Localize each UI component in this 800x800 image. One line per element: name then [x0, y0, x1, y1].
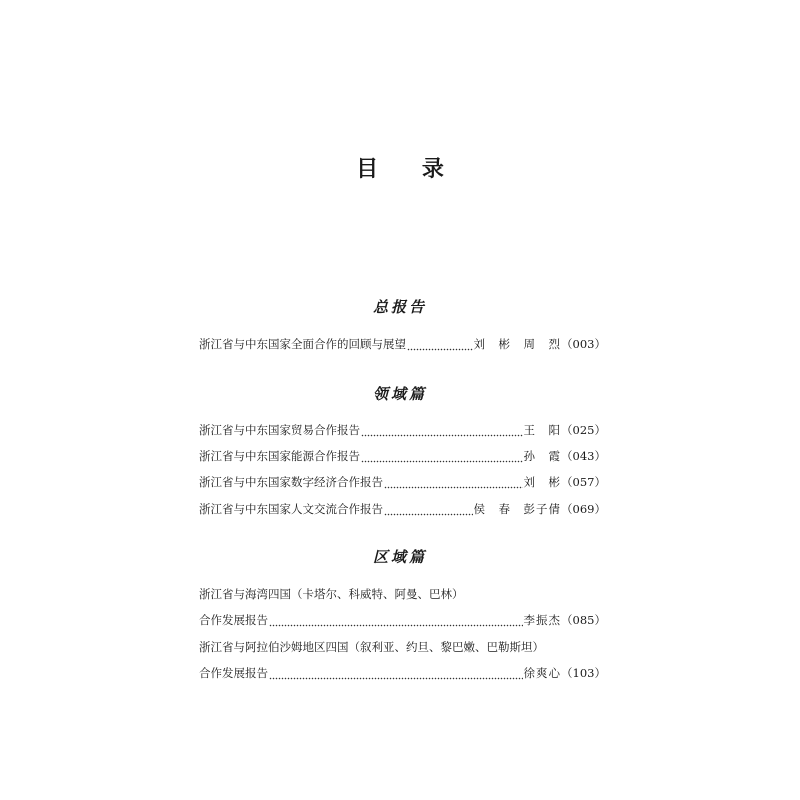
- toc-entry-title-line1: 浙江省与阿拉伯沙姆地区四国（叙利亚、约旦、黎巴嫩、巴勒斯坦）: [199, 640, 544, 654]
- toc-entry-page: （057）: [561, 475, 606, 489]
- toc-entry-author: 侯 春 彭子倩: [473, 502, 562, 516]
- toc-entry-title: 浙江省与中东国家贸易合作报告: [199, 423, 360, 437]
- toc-entry-title: 浙江省与中东国家能源合作报告: [199, 449, 360, 463]
- dot-leader: [384, 478, 523, 490]
- toc-entry-author: 李振杰: [523, 613, 562, 627]
- section-heading-general-report: 总报告: [372, 298, 427, 316]
- toc-entry[interactable]: [199, 664, 606, 682]
- toc-entry-title: 合作发展报告: [199, 613, 268, 627]
- toc-entry-title-line1: 浙江省与海湾四国（卡塔尔、科威特、阿曼、巴林）: [199, 587, 464, 601]
- dot-leader: [384, 505, 473, 517]
- toc-entry-page: （043）: [561, 449, 606, 463]
- dot-leader: [361, 426, 523, 438]
- toc-entry-page: （085）: [561, 613, 606, 627]
- dot-leader: [269, 669, 523, 681]
- toc-entry-author: 刘 彬 周 烈: [473, 337, 562, 351]
- section-heading-fields: 领域篇: [372, 385, 427, 403]
- toc-entry[interactable]: [199, 500, 606, 518]
- toc-entry[interactable]: [199, 421, 606, 439]
- toc-entry-author: 王 阳: [523, 423, 562, 437]
- dot-leader: [361, 452, 523, 464]
- toc-entry[interactable]: [199, 611, 606, 629]
- toc-entry-page: （003）: [561, 337, 606, 351]
- toc-entry-author: 刘 彬: [523, 475, 562, 489]
- toc-entry[interactable]: [199, 473, 606, 491]
- dot-leader: [407, 340, 473, 352]
- toc-entry[interactable]: [199, 447, 606, 465]
- toc-entry[interactable]: [199, 335, 606, 353]
- toc-entry-page: （103）: [561, 666, 606, 680]
- section-heading-regions: 区域篇: [372, 548, 427, 566]
- dot-leader: [269, 616, 523, 628]
- page-title: 目 录: [356, 156, 462, 182]
- toc-entry-title: 合作发展报告: [199, 666, 268, 680]
- toc-entry-title: 浙江省与中东国家人文交流合作报告: [199, 502, 383, 516]
- toc-entry-author: 徐爽心: [523, 666, 562, 680]
- toc-entry-title: 浙江省与中东国家数字经济合作报告: [199, 475, 383, 489]
- toc-entry-page: （025）: [561, 423, 606, 437]
- toc-entry-title: 浙江省与中东国家全面合作的回顾与展望: [199, 337, 406, 351]
- toc-entry-author: 孙 霞: [523, 449, 562, 463]
- toc-entry-page: （069）: [561, 502, 606, 516]
